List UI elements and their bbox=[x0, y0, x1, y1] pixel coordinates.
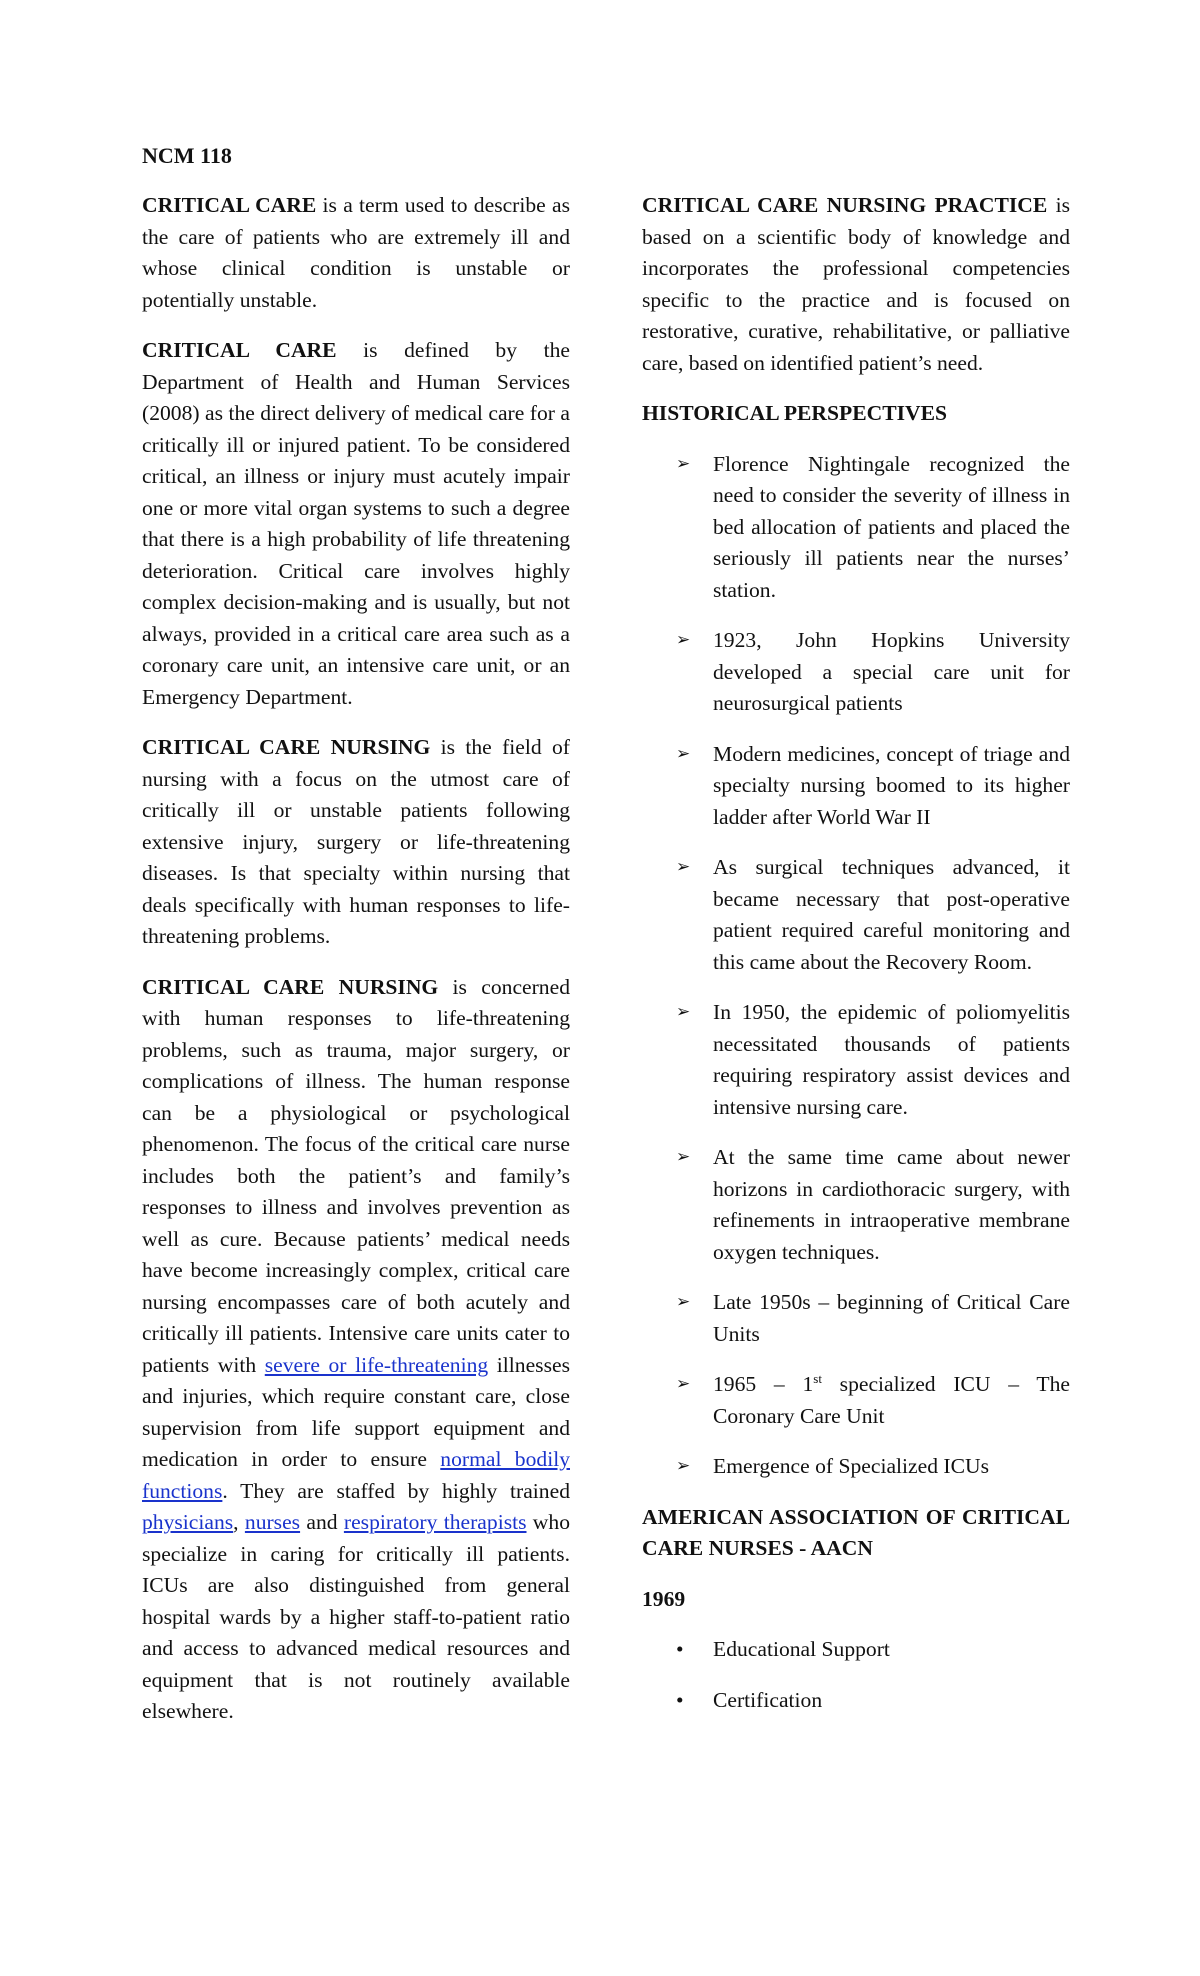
term-critical-care-nursing: CRITICAL CARE NURSING bbox=[142, 735, 431, 759]
link-normal-bodily-functions[interactable]: normal bodily functions bbox=[142, 1447, 570, 1503]
paragraph-text: and bbox=[300, 1510, 344, 1534]
paragraph-critical-care-nursing-practice bbox=[642, 190, 1070, 379]
list-item-text: Certification bbox=[713, 1687, 823, 1712]
list-item bbox=[642, 625, 1070, 720]
term-critical-care: CRITICAL CARE bbox=[142, 193, 317, 217]
aacn-list bbox=[642, 1634, 1070, 1716]
paragraph-critical-care-nursing-field bbox=[142, 732, 570, 953]
list-item bbox=[642, 1451, 1070, 1483]
list-item bbox=[642, 1634, 1070, 1666]
paragraph-text: . They are staffed by highly trained bbox=[222, 1478, 570, 1503]
paragraph-text: is based on a scientific body of knowledge and incorporates the professional competencies specific to the practice and is focused on restorative, curative, rehabilitative, or palliative care, based on identified patient’s need. bbox=[642, 193, 1070, 375]
dot-bullet-icon: • bbox=[676, 1637, 684, 1661]
list-item-text: Modern medicines, concept of triage and specialty nursing boomed to its higher ladder after World War II bbox=[713, 741, 1070, 829]
list-item bbox=[642, 739, 1070, 834]
list-item-text: 1965 – 1 bbox=[713, 1372, 814, 1396]
link-nurses[interactable]: nurses bbox=[244, 1510, 301, 1534]
course-code: NCM 118 bbox=[142, 143, 232, 168]
dot-bullet-icon: • bbox=[676, 1687, 684, 1712]
arrow-bullet-icon: ➢ bbox=[676, 743, 691, 764]
term-critical-care-nursing: CRITICAL CARE NURSING bbox=[142, 974, 439, 999]
list-item bbox=[642, 1287, 1070, 1350]
paragraph-text: is a term used to describe as the care of patients who are extremely ill and whose clinical condition is unstable or potentially unstable. bbox=[142, 193, 571, 312]
list-item-text: At the same time came about newer horizons in cardiothoracic surgery, with refinements in intraoperative membrane oxygen techniques. bbox=[713, 1145, 1070, 1264]
list-item bbox=[642, 1685, 1070, 1717]
arrow-bullet-icon: ➢ bbox=[676, 630, 691, 650]
right-column bbox=[642, 190, 1070, 1735]
arrow-bullet-icon: ➢ bbox=[676, 857, 691, 877]
list-item-text: As surgical techniques advanced, it became necessary that post-operative patient required careful monitoring and this came about the Recovery Room. bbox=[713, 855, 1070, 974]
term-critical-care: CRITICAL CARE bbox=[142, 338, 337, 362]
arrow-bullet-icon: ➢ bbox=[676, 1147, 691, 1167]
paragraph-text: , bbox=[233, 1510, 245, 1534]
arrow-bullet-icon: ➢ bbox=[676, 453, 691, 474]
list-item-text: Florence Nightingale recognized the need to consider the severity of illness in bed allocation of patients and placed the seriously ill patients near the nurses’ station. bbox=[713, 451, 1070, 602]
link-severe-or-life-threatening[interactable]: severe or life-threatening bbox=[264, 1352, 489, 1377]
link-respiratory-therapists[interactable]: respiratory therapists bbox=[343, 1510, 527, 1534]
list-item-text: Educational Support bbox=[713, 1637, 890, 1661]
paragraph-critical-care-term bbox=[142, 190, 570, 316]
paragraph-text: is the field of nursing with a focus on the utmost care of critically ill or unstable patients following extensive injury, surgery or life-threatening diseases. Is that specialty within nursing that deals specifically with human responses to life-threatening problems. bbox=[142, 735, 570, 948]
list-item-text: specialized ICU – The Coronary Care Unit bbox=[713, 1372, 1070, 1428]
list-item-text: Late 1950s – beginning of Critical Care Units bbox=[713, 1290, 1070, 1346]
arrow-bullet-icon: ➢ bbox=[676, 1292, 691, 1312]
paragraph-text: is defined by the Department of Health and Human Services (2008) as the direct delivery of medical care for a critically ill or injured patient. To be considered critical, an illness or injury must acutely impair one or more vital organ systems to such a degree that there is a high probability of life threatening deterioration. Critical care involves highly complex decision-making and is usually, but not always, provided in a critical care area such as a coronary care unit, an intensive care unit, or an Emergency Department. bbox=[142, 338, 570, 709]
term-critical-care-nursing-practice: CRITICAL CARE NURSING PRACTICE bbox=[642, 193, 1048, 217]
list-item-text: Emergence of Specialized ICUs bbox=[713, 1454, 990, 1478]
paragraph-critical-care-definition bbox=[142, 335, 570, 713]
left-column bbox=[142, 190, 570, 1747]
list-item-text: In 1950, the epidemic of poliomyelitis necessitated thousands of patients requiring respiratory assist devices and intensive nursing care. bbox=[713, 1000, 1070, 1119]
link-physicians[interactable]: physicians bbox=[142, 1510, 234, 1534]
ordinal-suffix: st bbox=[813, 1370, 822, 1386]
list-item bbox=[642, 449, 1070, 607]
list-item bbox=[642, 1142, 1070, 1268]
paragraph-text: illnesses and injuries, which require constant care, close supervision from life support equipment and medication in order to ensure bbox=[142, 1352, 570, 1471]
heading-historical-perspectives: HISTORICAL PERSPECTIVES bbox=[642, 401, 948, 425]
arrow-bullet-icon: ➢ bbox=[676, 1456, 691, 1476]
paragraph-text: is concerned with human responses to life-threatening problems, such as trauma, major surgery, or complications of illness. The human response can be a physiological or psychological phenomenon. The focus of the critical care nurse includes both the patient’s and family’s responses to illness and involves prevention as well as cure. Because patients’ medical needs have become increasingly complex, critical care nursing encompasses care of both acutely and critically ill patients. Intensive care units cater to patients with bbox=[142, 974, 570, 1377]
list-item-text: 1923, John Hopkins University developed a special care unit for neurosurgical patients bbox=[713, 628, 1070, 715]
arrow-bullet-icon: ➢ bbox=[676, 1374, 691, 1394]
aacn-year: 1969 bbox=[642, 1586, 686, 1611]
paragraph-text: who specialize in caring for critically ill patients. ICUs are also distinguished from general hospital wards by a higher staff-to-patient ratio and access to advanced medical resources and equipment that is not routinely available elsewhere. bbox=[142, 1510, 570, 1723]
historical-list bbox=[642, 449, 1070, 1483]
heading-aacn: AMERICAN ASSOCIATION OF CRITICAL CARE NURSES - AACN bbox=[642, 1504, 1070, 1560]
list-item bbox=[642, 997, 1070, 1123]
paragraph-critical-care-nursing-concern bbox=[142, 972, 570, 1728]
list-item bbox=[642, 852, 1070, 978]
arrow-bullet-icon: ➢ bbox=[676, 1002, 691, 1022]
list-item bbox=[642, 1369, 1070, 1432]
